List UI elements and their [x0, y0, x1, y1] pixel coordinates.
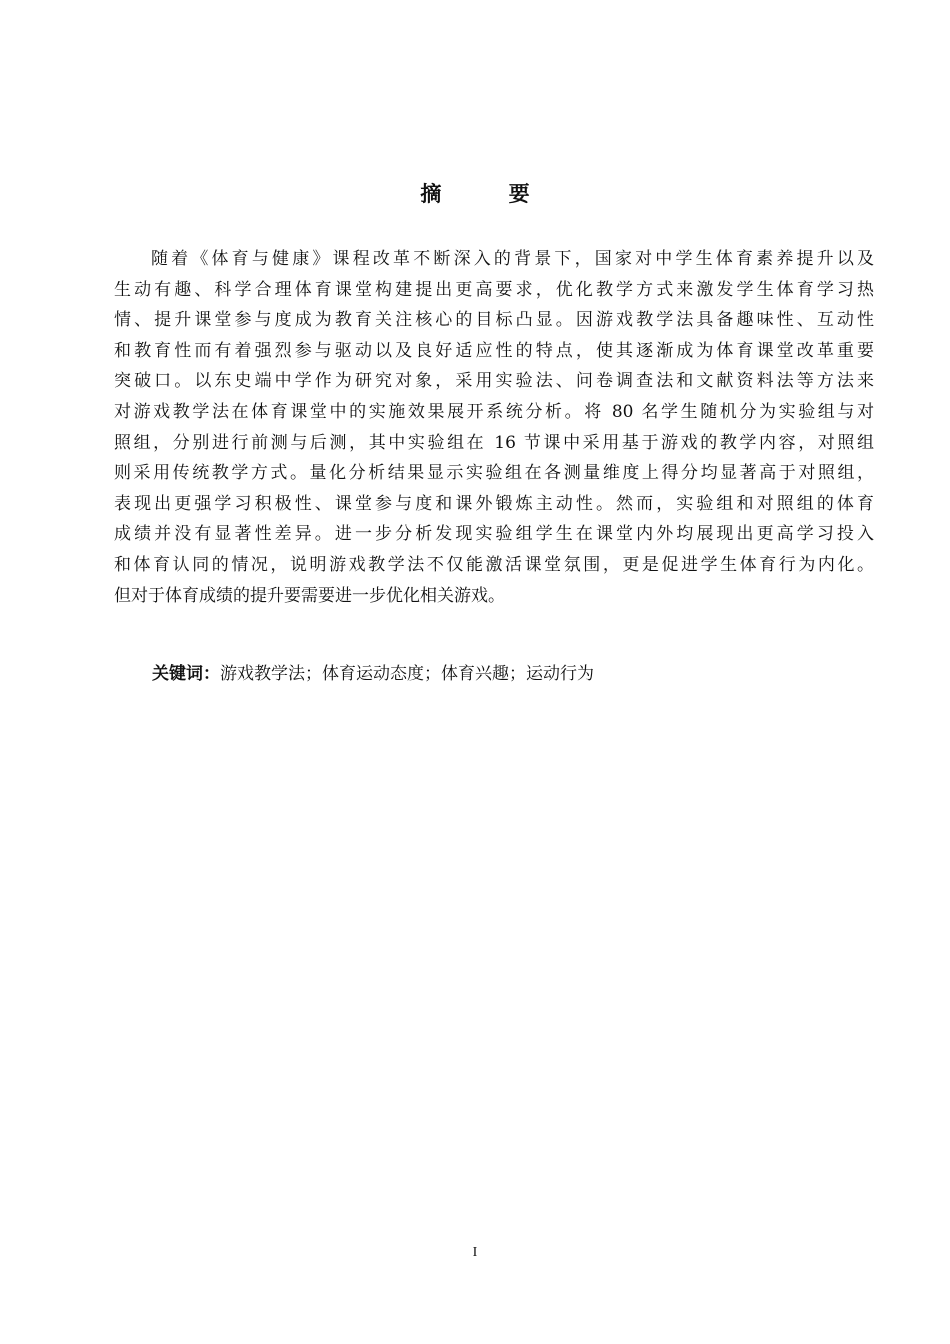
abstract-line: 但对于体育成绩的提升要需要进一步优化相关游戏。: [114, 585, 505, 606]
abstract-body: [114, 244, 874, 611]
abstract-heading: 摘 要: [420, 182, 560, 206]
abstract-line: 成绩并没有显著性差异。进一步分析发现实验组学生在课堂内外均展现出更高学习投入: [114, 524, 874, 545]
abstract-line: 随着《体育与健康》课程改革不断深入的背景下，国家对中学生体育素养提升以及: [151, 249, 874, 269]
keywords-text: 游戏教学法；体育运动态度；体育兴趣；运动行为: [220, 664, 594, 684]
keywords-line: [152, 660, 594, 688]
abstract-line: 表现出更强学习积极性、课堂参与度和课外锻炼主动性。然而，实验组和对照组的体育: [114, 493, 874, 514]
abstract-line: 和教育性而有着强烈参与驱动以及良好适应性的特点，使其逐渐成为体育课堂改革重要: [114, 340, 874, 361]
abstract-line: 情、提升课堂参与度成为教育关注核心的目标凸显。因游戏教学法具备趣味性、互动性: [114, 310, 874, 331]
abstract-line: 照组，分别进行前测与后测，其中实验组在 16 节课中采用基于游戏的教学内容，对照组: [114, 432, 874, 453]
page-number: I: [472, 1245, 478, 1260]
abstract-line: 突破口。以东史端中学作为研究对象，采用实验法、问卷调查法和文献资料法等方法来: [114, 371, 874, 392]
abstract-line: 生动有趣、科学合理体育课堂构建提出更高要求，优化教学方式来激发学生体育学习热: [114, 279, 874, 300]
keywords-label: 关键词：: [152, 664, 220, 684]
abstract-line: 则采用传统教学方式。量化分析结果显示实验组在各测量维度上得分均显著高于对照组，: [114, 463, 874, 484]
abstract-line: 对游戏教学法在体育课堂中的实施效果展开系统分析。将 80 名学生随机分为实验组与对: [114, 401, 874, 422]
abstract-line: 和体育认同的情况，说明游戏教学法不仅能激活课堂氛围，更是促进学生体育行为内化。: [114, 554, 874, 575]
